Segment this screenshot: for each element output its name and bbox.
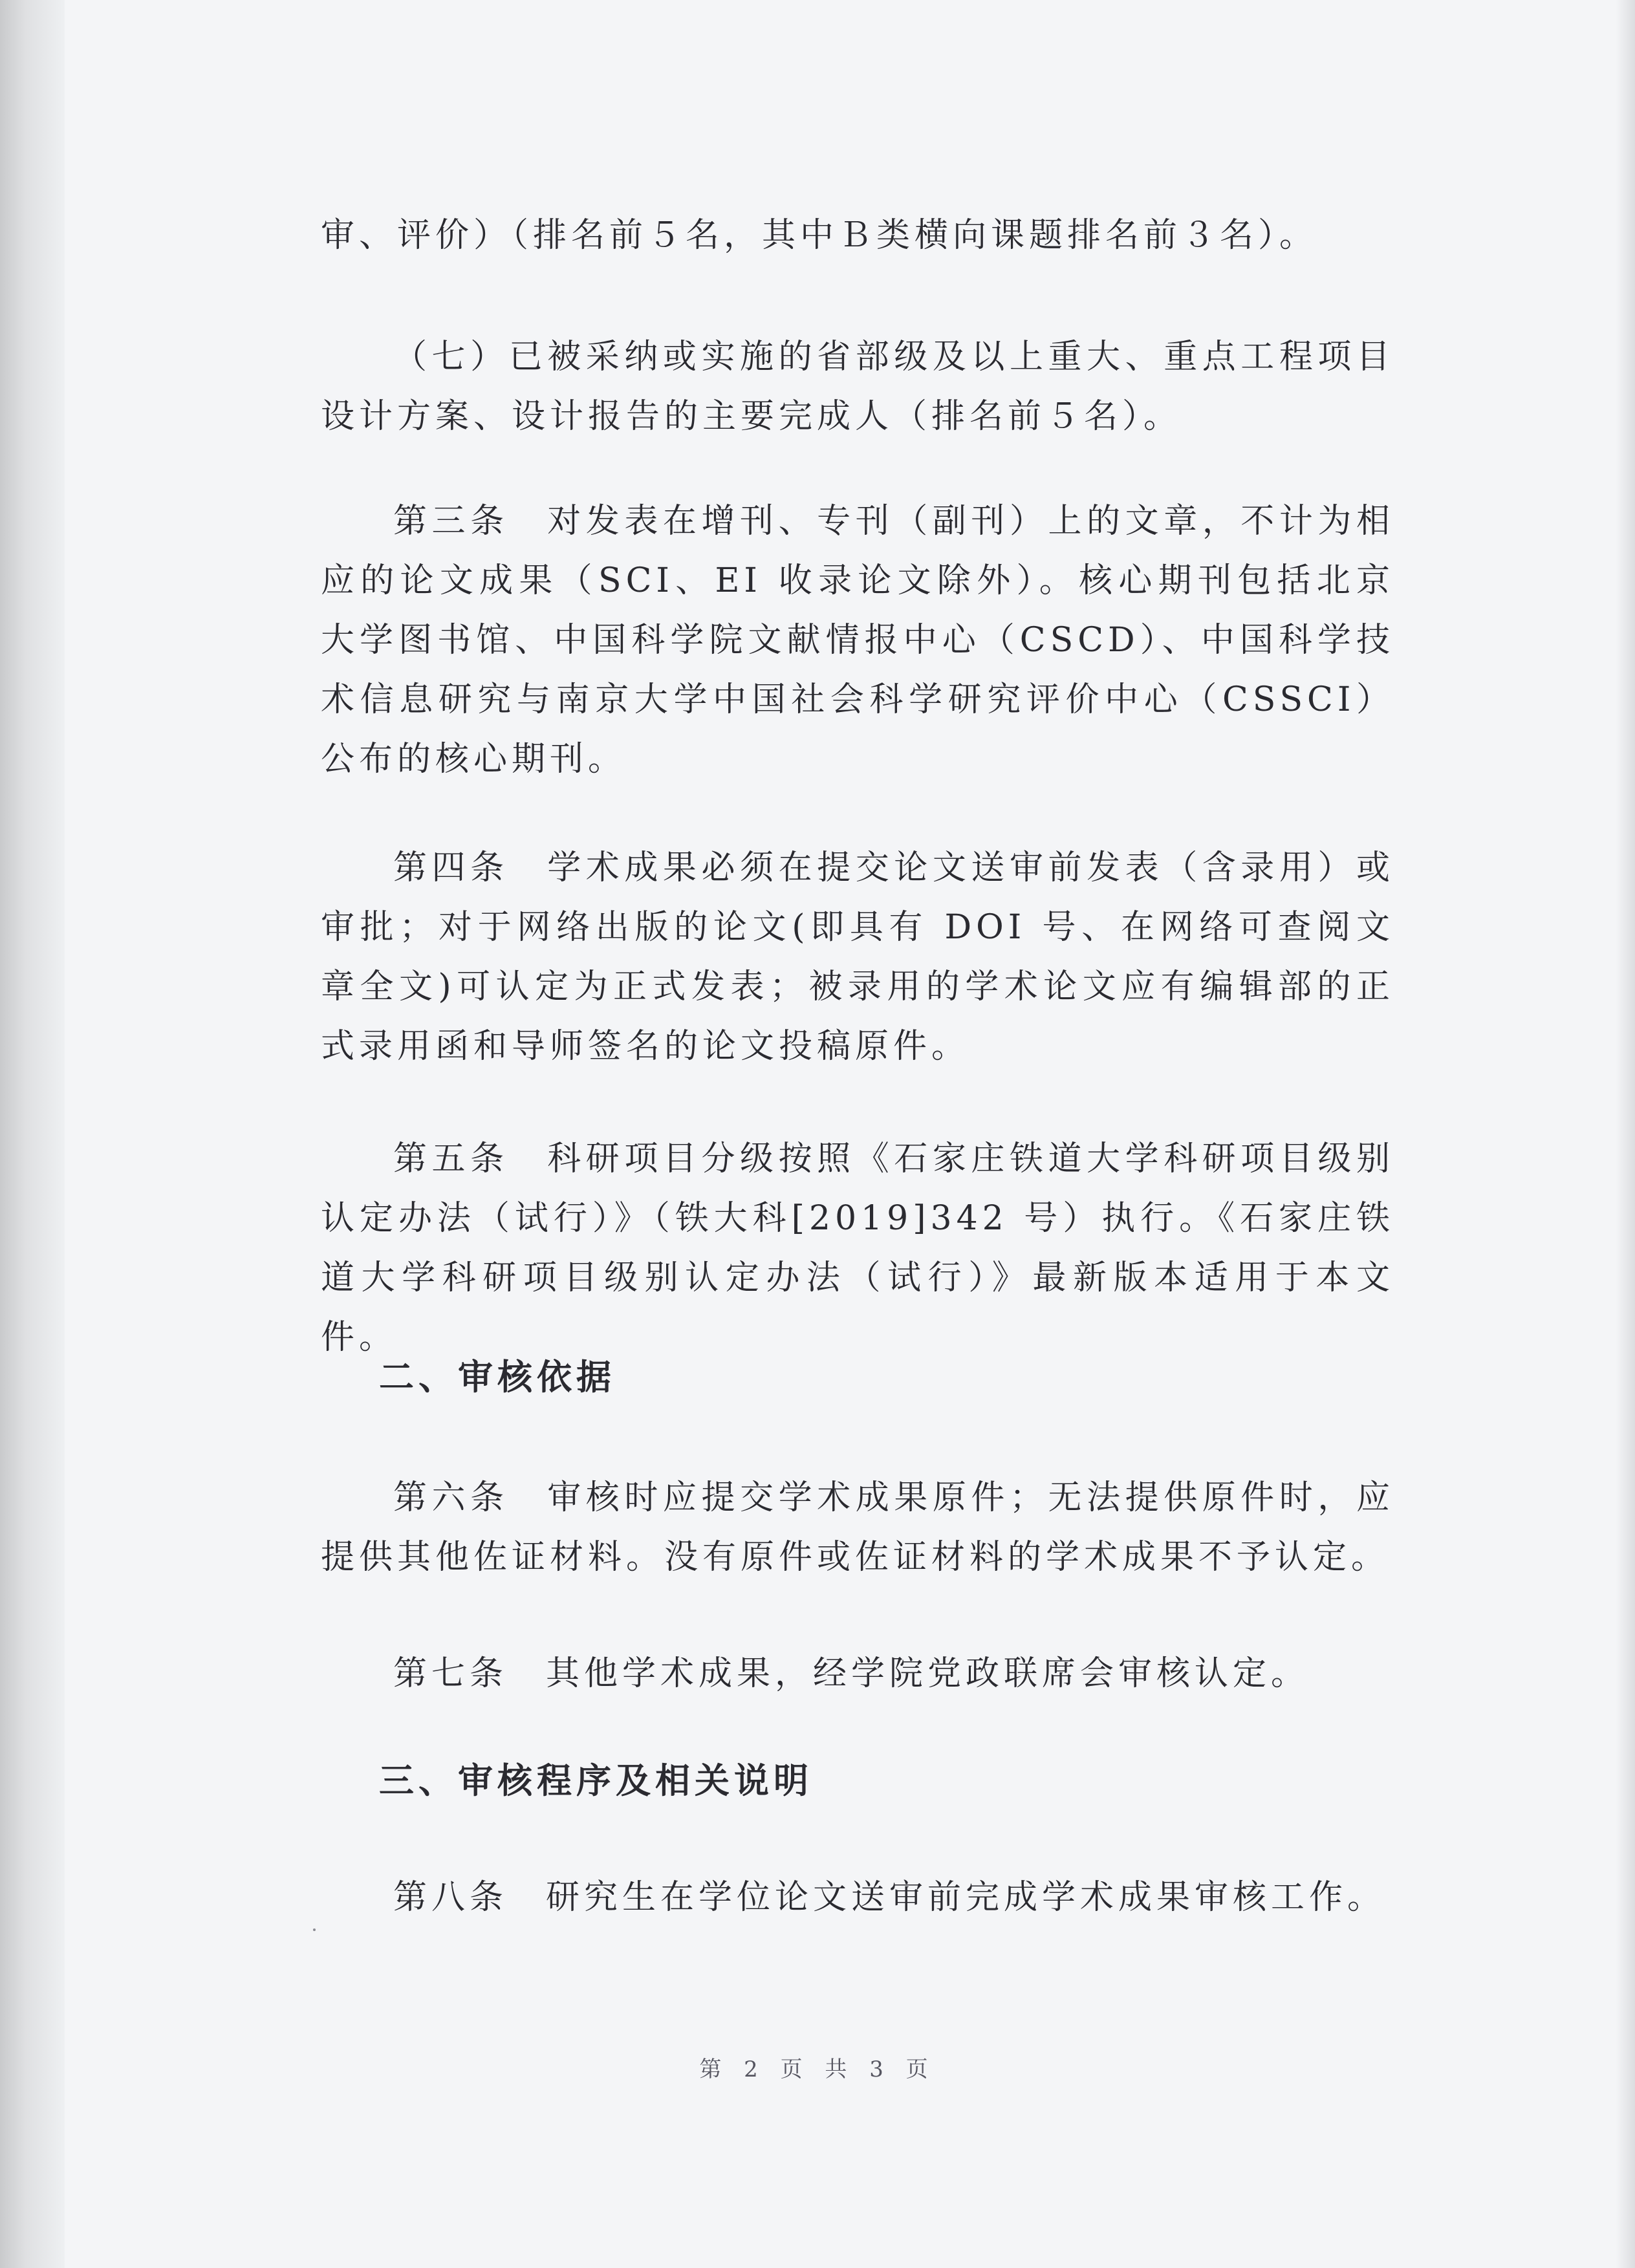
section-heading-review-procedure: 三、审核程序及相关说明 (379, 1760, 813, 1801)
scan-left-shadow (0, 0, 65, 2268)
paragraph-article-8: 第八条 研究生在学位论文送审前完成学术成果审核工作。 (393, 1878, 1386, 1917)
paragraph-article-4: 第四条 学术成果必须在提交论文送审前发表（含录用）或审批；对于网络出版的论文(即具有 DOI 号、在网络可查阅文章全文)可认定为正式发表；被录用的学术论文应有编辑部的正式录用函和导师签名的论文投稿原件。 (321, 848, 1394, 1066)
paragraph-article-3: 第三条 对发表在增刊、专刊（副刊）上的文章，不计为相应的论文成果（SCI、EI 收录论文除外）。核心期刊包括北京大学图书馆、中国科学院文献情报中心（CSCD）、中国科学技术信息研究与南京大学中国社会科学研究评价中心（CSSCI）公布的核心期刊。 (321, 502, 1394, 779)
scan-speck (313, 1928, 316, 1931)
scan-right-shadow (1616, 0, 1635, 2268)
paragraph-article-7: 第七条 其他学术成果，经学院党政联席会审核认定。 (393, 1654, 1310, 1693)
paragraph-article-5: 第五条 科研项目分级按照《石家庄铁道大学科研项目级别认定办法（试行）》（铁大科[2019]342 号）执行。《石家庄铁道大学科研项目级别认定办法（试行）》最新版本适用于本文件。 (321, 1139, 1394, 1357)
paragraph-evaluation-tail: 审、评价）（排名前５名，其中Ｂ类横向课题排名前３名）。 (321, 216, 1318, 255)
section-heading-review-basis: 二、审核依据 (379, 1357, 616, 1398)
page-number-footer: 第 2 页 共 3 页 (699, 2057, 936, 2082)
paragraph-item-seven: （七）已被采纳或实施的省部级及以上重大、重点工程项目设计方案、设计报告的主要完成人（排名前５名）。 (321, 338, 1394, 436)
paragraph-article-6: 第六条 审核时应提交学术成果原件；无法提供原件时，应提供其他佐证材料。没有原件或佐证材料的学术成果不予认定。 (321, 1478, 1394, 1577)
